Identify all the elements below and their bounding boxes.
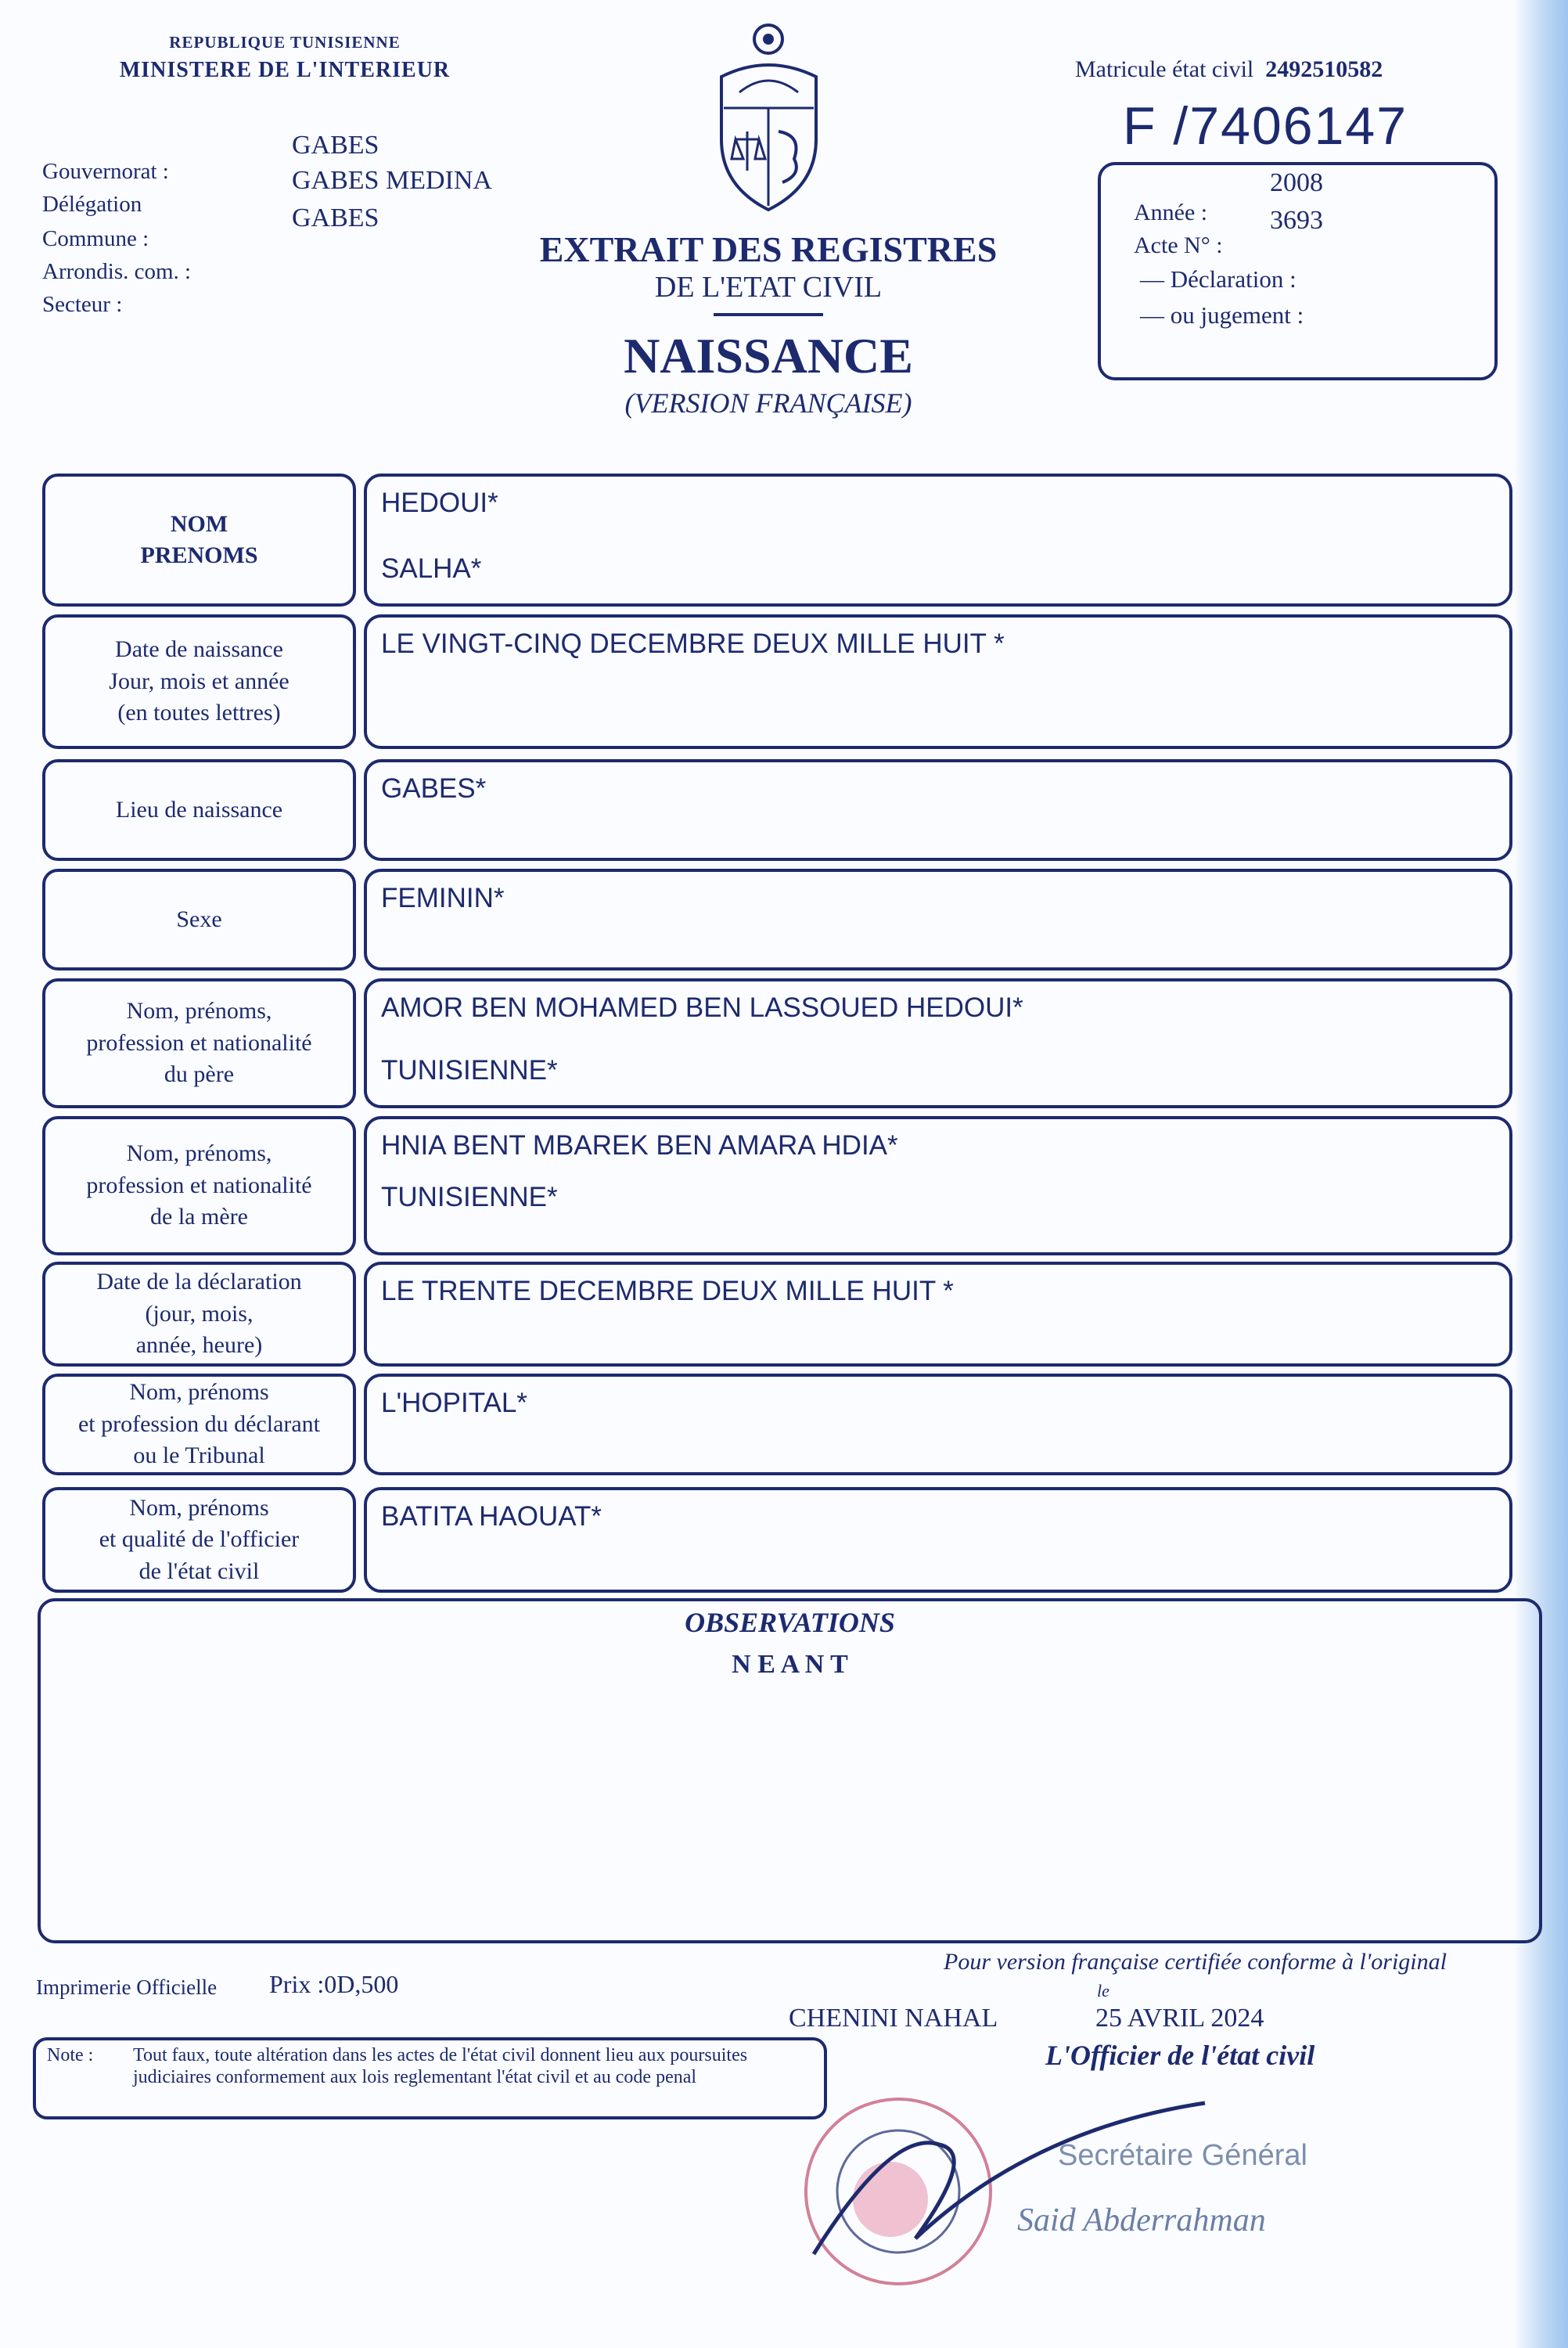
row-value bbox=[364, 1262, 1512, 1367]
delegation-label: Délégation bbox=[42, 192, 142, 217]
arrondissement-label: Arrondis. com. : bbox=[42, 259, 192, 284]
row-value bbox=[364, 759, 1512, 861]
row-value bbox=[364, 1374, 1512, 1475]
row-label-text: Nom, prénoms et profession du déclarant ou le Tribunal bbox=[77, 1379, 321, 1469]
commune-value: GABES bbox=[292, 203, 379, 232]
acte-number-label: Acte N° : bbox=[1134, 232, 1223, 258]
certified-label: Pour version française certifiée conforme à l'original bbox=[944, 1949, 1447, 1975]
row-value-text: LE VINGT-CINQ DECEMBRE DEUX MILLE HUIT * bbox=[381, 628, 1005, 659]
note-label: Note : bbox=[47, 2045, 94, 2065]
row-label-text: NOM PRENOMS bbox=[140, 510, 258, 568]
observations-value: N E A N T bbox=[732, 1650, 848, 1679]
commune-label: Commune : bbox=[42, 226, 149, 251]
row-label bbox=[42, 474, 356, 607]
row-label-text: Sexe bbox=[176, 906, 222, 932]
price-label: Prix :0D,500 bbox=[269, 1970, 399, 1998]
date-label: 25 AVRIL 2024 bbox=[1095, 2004, 1264, 2033]
note-text: Tout faux, toute altération dans les actes de l'état civil donnent lieu aux poursuites judiciaires conformement aux lois reglementant l'état civil et au code penal bbox=[133, 2045, 748, 2087]
signature-name: Said Abderrahman bbox=[1017, 2202, 1266, 2238]
row-label bbox=[42, 759, 356, 861]
row-value-text: GABES* bbox=[381, 773, 487, 804]
place-label: CHENINI NAHAL bbox=[789, 2004, 998, 2033]
title-line2: DE L'ETAT CIVIL bbox=[654, 271, 883, 304]
matricule-label: Matricule état civil bbox=[1075, 56, 1254, 82]
legal-note-box bbox=[33, 2037, 827, 2119]
paper-edge-pattern bbox=[1513, 0, 1568, 2348]
row-value-text: AMOR BEN MOHAMED BEN LASSOUED HEDOUI* bbox=[381, 992, 1023, 1023]
republic-label: REPUBLIQUE TUNISIENNE bbox=[169, 33, 401, 52]
row-value bbox=[364, 978, 1512, 1108]
row-label bbox=[42, 869, 356, 971]
document-type-title: NAISSANCE bbox=[624, 328, 913, 384]
le-label: le bbox=[1097, 1981, 1109, 2000]
ministry-label: MINISTERE DE L'INTERIEUR bbox=[119, 58, 451, 82]
annee-value: 2008 bbox=[1270, 168, 1323, 197]
row-value bbox=[364, 474, 1512, 607]
row-label bbox=[42, 978, 356, 1108]
row-value-text: HNIA BENT MBAREK BEN AMARA HDIA* bbox=[381, 1130, 898, 1161]
observations-box bbox=[38, 1598, 1542, 1943]
delegation-value: GABES MEDINA bbox=[292, 166, 492, 195]
gouvernorat-value: GABES bbox=[292, 131, 379, 160]
matricule bbox=[1075, 56, 1383, 83]
row-value bbox=[364, 1487, 1512, 1593]
row-value bbox=[364, 1116, 1512, 1255]
acte-number-value: 3693 bbox=[1270, 206, 1323, 235]
gouvernorat-label: Gouvernorat : bbox=[42, 159, 169, 184]
serial-number: F /7406147 bbox=[1123, 96, 1408, 156]
version-label: (VERSION FRANÇAISE) bbox=[624, 387, 912, 419]
row-label-text: Nom, prénoms, profession et nationalité de la mère bbox=[86, 1140, 312, 1230]
officer-label: L'Officier de l'état civil bbox=[1045, 2040, 1315, 2071]
matricule-value: 2492510582 bbox=[1265, 56, 1383, 82]
row-value-text: L'HOPITAL* bbox=[381, 1388, 527, 1418]
jugement-label: — ou jugement : bbox=[1140, 301, 1304, 329]
row-label-text: Lieu de naissance bbox=[115, 796, 283, 823]
row-label bbox=[42, 1116, 356, 1255]
printer-label: Imprimerie Officielle bbox=[36, 1975, 218, 1999]
row-label-text: Date de la déclaration (jour, mois, année, heure) bbox=[96, 1269, 302, 1359]
row-value-text: FEMININ* bbox=[381, 883, 505, 913]
row-value-text: BATITA HAOUAT* bbox=[381, 1501, 602, 1532]
row-value-text: TUNISIENNE* bbox=[381, 1182, 558, 1212]
row-label bbox=[42, 1487, 356, 1593]
row-value-text: HEDOUI* bbox=[381, 488, 498, 518]
row-value bbox=[364, 614, 1512, 749]
row-label-text: Date de naissance Jour, mois et année (en toutes lettres) bbox=[109, 636, 290, 726]
official-stamp-and-signature bbox=[798, 2082, 1408, 2309]
declaration-label: — Déclaration : bbox=[1140, 265, 1296, 293]
row-value-text: TUNISIENNE* bbox=[381, 1055, 558, 1086]
row-label bbox=[42, 1374, 356, 1475]
row-value bbox=[364, 869, 1512, 971]
annee-label: Année : bbox=[1134, 200, 1208, 225]
row-label-text: Nom, prénoms, profession et nationalité du père bbox=[86, 998, 312, 1088]
title-divider bbox=[714, 313, 823, 316]
signature-title: Secrétaire Général bbox=[1058, 2139, 1307, 2172]
row-label bbox=[42, 614, 356, 749]
row-label-text: Nom, prénoms et qualité de l'officier de l'état civil bbox=[99, 1494, 300, 1584]
secteur-label: Secteur : bbox=[42, 292, 123, 317]
acte-box bbox=[1098, 162, 1498, 380]
tunisia-coat-of-arms-icon bbox=[704, 22, 833, 214]
observations-title: OBSERVATIONS bbox=[685, 1607, 895, 1638]
title-line1: EXTRAIT DES REGISTRES bbox=[539, 229, 998, 269]
row-label bbox=[42, 1262, 356, 1367]
row-value-text: LE TRENTE DECEMBRE DEUX MILLE HUIT * bbox=[381, 1276, 954, 1306]
row-value-text: SALHA* bbox=[381, 553, 482, 584]
